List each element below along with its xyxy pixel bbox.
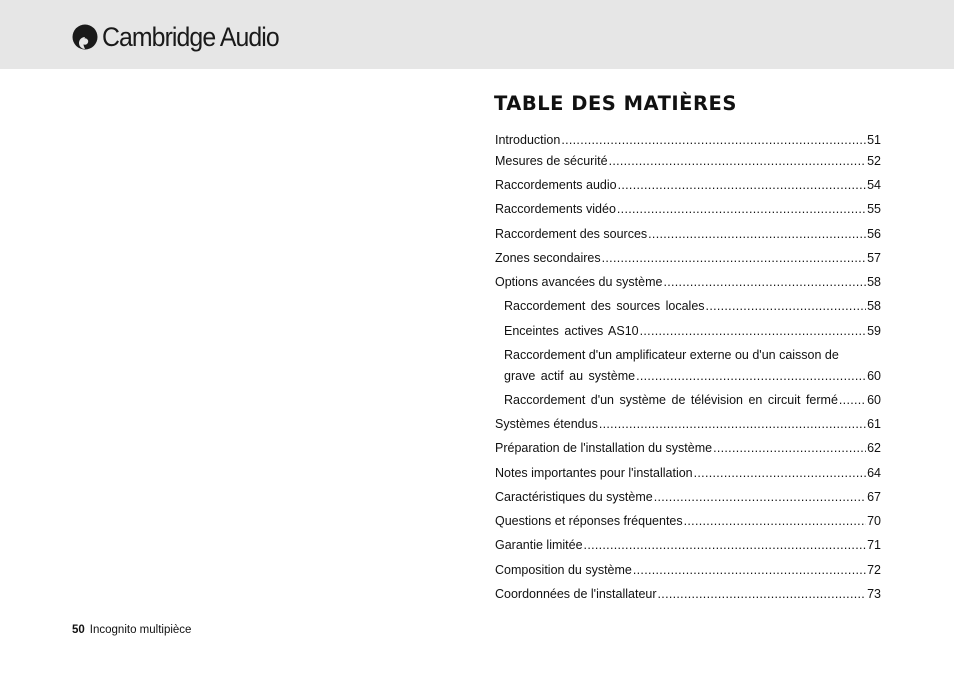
footer-product-name: Incognito multipièce (89, 624, 192, 636)
toc-entry[interactable]: Composition du système ..... 72 (495, 563, 881, 587)
toc-entry[interactable]: Caractéristiques du système ..... 67 (495, 490, 881, 514)
toc-entry[interactable]: Options avancées du système ..... 58 (495, 275, 881, 299)
toc-entry[interactable]: Coordonnées de l'installateur ..... 73 (495, 587, 881, 611)
page-number: 64 (867, 466, 881, 480)
page-number: 54 (867, 178, 881, 192)
toc-entry[interactable]: Raccordement des sources ..... 56 (495, 227, 881, 251)
cambridge-audio-logo-icon (72, 24, 98, 50)
page-number: 72 (867, 563, 881, 577)
footer-page-number: 50 (72, 624, 85, 636)
toc-subentry[interactable]: Enceintes actives AS10 ..... 59 (495, 324, 881, 348)
toc-entry[interactable]: Notes importantes pour l'installation ..... 64 (495, 466, 881, 490)
page-footer (72, 624, 191, 636)
brand-name: Cambridge Audio (102, 21, 279, 52)
page-number: 55 (867, 202, 881, 216)
page-number: 52 (867, 154, 881, 168)
toc-entry[interactable]: Zones secondaires ..... 57 (495, 251, 881, 275)
toc-entry[interactable]: Raccordements audio ..... 54 (495, 178, 881, 202)
toc-entry[interactable]: Introduction ..... 51 (495, 133, 881, 154)
brand-logo (72, 20, 294, 54)
page-number: 60 (867, 369, 881, 383)
page-number: 57 (867, 251, 881, 265)
page-number: 70 (867, 514, 881, 528)
page-number: 56 (867, 227, 881, 241)
toc-entry[interactable]: Raccordements vidéo ..... 55 (495, 202, 881, 227)
page-number: 60 (867, 393, 881, 407)
toc-entry[interactable]: Questions et réponses fréquentes ..... 70 (495, 514, 881, 538)
toc-subentry[interactable]: Raccordement des sources locales ..... 58 (495, 299, 881, 324)
page-number: 51 (867, 133, 881, 147)
page-number: 67 (867, 490, 881, 504)
page-number: 59 (867, 324, 881, 338)
toc-subentry-line2: grave actif au système (504, 369, 636, 383)
page-number: 73 (867, 587, 881, 601)
toc-subentry-line1: Raccordement d'un amplificateur externe ou d'un caisson de (504, 348, 839, 362)
toc-entry[interactable]: Systèmes étendus ..... 61 (495, 417, 881, 441)
header-band (0, 0, 954, 69)
table-of-contents (495, 133, 881, 611)
toc-subentry-multiline[interactable] (495, 348, 881, 393)
toc-entry[interactable]: Préparation de l'installation du système ..... 62 (495, 441, 881, 466)
toc-title: TABLE DES MATIÈRES (494, 92, 737, 115)
page-number: 58 (867, 275, 881, 289)
toc-entry[interactable]: Mesures de sécurité ..... 52 (495, 154, 881, 178)
page-number: 62 (867, 441, 881, 455)
page-number: 58 (867, 299, 881, 313)
page-number: 71 (867, 538, 881, 552)
page-number: 61 (867, 417, 881, 431)
toc-entry[interactable]: Garantie limitée ..... 71 (495, 538, 881, 563)
toc-subentry[interactable]: Raccordement d'un système de télévision en circuit fermé ..... 60 (495, 393, 881, 417)
